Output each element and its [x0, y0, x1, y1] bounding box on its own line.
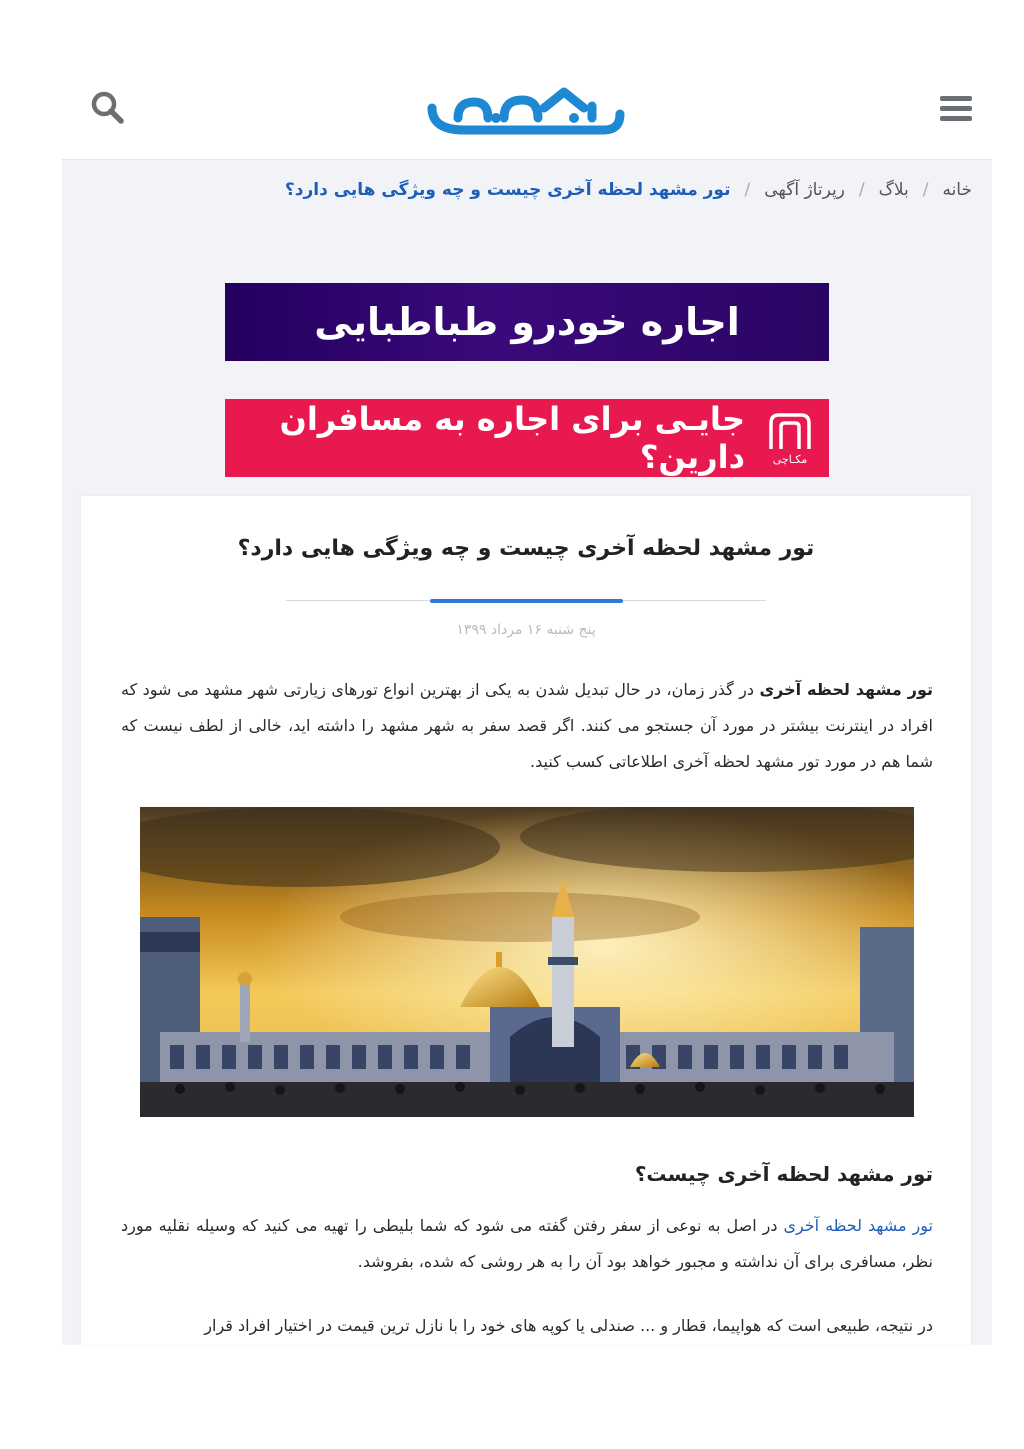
article-image-shrine: [140, 807, 914, 1117]
search-icon[interactable]: [90, 90, 126, 126]
breadcrumb-reportage[interactable]: رپرتاژ آگهی: [764, 180, 845, 200]
breadcrumb-current: تور مشهد لحظه آخری چیست و چه ویژگی هایی دارد؟: [284, 180, 731, 200]
breadcrumb-separator: /: [858, 180, 865, 200]
title-divider-accent: [430, 599, 623, 603]
site-logo[interactable]: [424, 78, 630, 140]
intro-keyword: تور مشهد لحظه آخری: [759, 680, 933, 699]
article-date: پنج شنبه ۱۶ مرداد ۱۳۹۹: [456, 622, 596, 638]
ad-banner-makachi[interactable]: [225, 399, 829, 477]
makachi-brand-name: مکـاچی: [772, 452, 808, 466]
section-text: در اصل به نوعی از سفر رفتن گفته می شود که شما بلیطی را تهیه می کنید که وسیله نقلیه مورد نظر، مسافری برای آن نداشته و مجبور خواهد بود آن را به هر روشی که شده، بفروشد.: [121, 1216, 933, 1271]
intro-text: در گذر زمان، در حال تبدیل شدن به یکی از بهترین انواع تورهای زیارتی شهر مشهد می شود که افراد در اینترنت بیشتر در مورد آن جستجو می کنند. اگر قصد سفر به شهر مشهد را داشته اید، خالی از لطف نیست که شما هم در مورد تور مشهد لحظه آخری اطلاعاتی کسب کنید.: [121, 680, 933, 771]
ad-banner-text: اجاره خودرو طباطبایی: [314, 300, 740, 344]
tour-link[interactable]: تور مشهد لحظه آخری: [783, 1216, 934, 1235]
article-intro: [121, 672, 933, 780]
section-paragraph: [121, 1208, 933, 1280]
ad-banner-car-rental[interactable]: [225, 283, 829, 361]
site-header: [62, 60, 992, 160]
section-paragraph-2: در نتیجه، طبیعی است که هواپیما، قطار و ... صندلی یا کوپه های خود را با نازل ترین قیمت در اختیار افراد قرار: [204, 1316, 933, 1335]
breadcrumb-separator: /: [922, 180, 929, 200]
article-title: تور مشهد لحظه آخری چیست و چه ویژگی هایی دارد؟: [237, 536, 815, 561]
breadcrumb-separator: /: [744, 180, 751, 200]
breadcrumb: [285, 180, 972, 200]
house-icon: [767, 411, 813, 451]
article-card: [81, 496, 971, 1345]
breadcrumb-home[interactable]: خانه: [942, 180, 972, 200]
section-heading: تور مشهد لحظه آخری چیست؟: [634, 1162, 933, 1186]
hamburger-menu-icon[interactable]: [940, 96, 972, 124]
breadcrumb-blog[interactable]: بلاگ: [878, 180, 909, 200]
makachi-logo: [767, 411, 813, 466]
ad-banner-text: جایـی برای اجاره به مسافران دارین؟: [279, 400, 745, 476]
